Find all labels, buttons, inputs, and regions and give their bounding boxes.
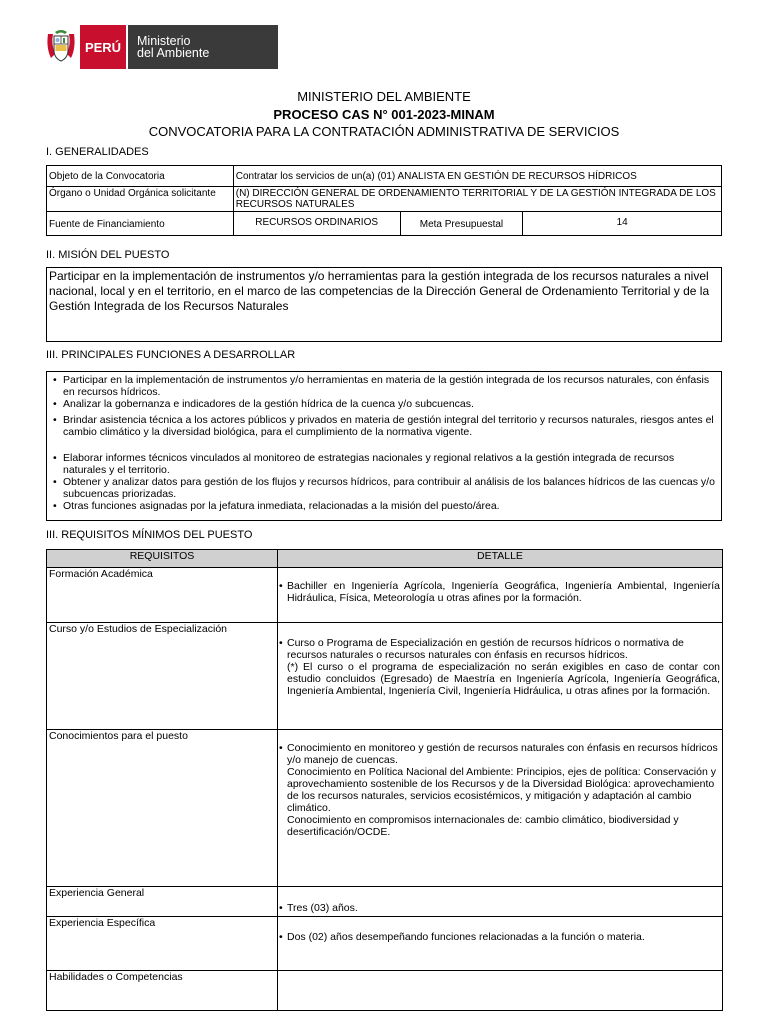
objeto-label: Objeto de la Convocatoria	[47, 166, 234, 187]
header-line1: MINISTERIO DEL AMBIENTE	[297, 89, 471, 104]
generalidades-table	[46, 165, 722, 236]
experiencia-especifica-label: Experiencia Específica	[47, 917, 278, 971]
curso-value-2: (*) El curso o el programa de especialización no serán exigibles en caso de contar con estudio concluidos (Egresado) de Maestría en Ingeniería Agrícola, Ingeniería Geográfica, Ingeniería Ambiental, Ingeniería Civil, Ingeniería Hidráulica, u otras afines por la formación.	[287, 661, 720, 697]
list-item: • Obtener y analizar datos para gestión de los flujos y recursos hídricos, para contribuir al análisis de los balances hídricos de las cuencas y/o subcuencas priorizadas.	[63, 476, 717, 500]
mision-text: Participar en la implementación de instrumentos y/o herramientas para la gestión integrada de los recursos naturales a nivel nacional, local y en el territorio, en el marco de las competencias de la Dirección General de Ordenamiento Territorial y de la Gestión Integrada de los Recursos Naturales	[49, 269, 710, 313]
objeto-value: Contratar los servicios de un(a) (01) ANALISTA EN GESTIÓN DE RECURSOS HÍDRICOS	[233, 166, 721, 187]
coat-of-arms-icon	[42, 25, 80, 69]
experiencia-especifica-value: • Dos (02) años desempeñando funciones relacionadas a la función o materia.	[280, 931, 720, 943]
fuente-label: Fuente de Financiamiento	[47, 212, 234, 236]
section-funciones-heading: III. PRINCIPALES FUNCIONES A DESARROLLAR	[46, 349, 296, 361]
experiencia-general-value: • Tres (03) años.	[280, 902, 720, 914]
logo-ministry-line1: Ministerio	[137, 34, 191, 48]
experiencia-especifica-cell	[278, 917, 723, 971]
experiencia-general-label: Experiencia General	[47, 887, 278, 917]
list-item: • Participar en la implementación de instrumentos y/o herramientas en materia de la gestión integrada de los recursos naturales, con énfasis en recursos hídricos.	[63, 374, 717, 398]
formacion-cell	[278, 568, 723, 623]
logo-ministry	[126, 25, 278, 69]
habilidades-cell	[278, 971, 723, 1011]
experiencia-general-cell	[278, 887, 723, 917]
conocimientos-value-2: Conocimiento en Política Nacional del Ambiente: Principios, ejes de política: Conservación y aprovechamiento sostenible de los Recursos y de la Diversidad Biológica: aprovechamiento de los recursos naturales, servicios ecosistémicos, y mitigación y adaptación al cambio climático.	[287, 766, 716, 814]
header-line3: CONVOCATORIA PARA LA CONTRATACIÓN ADMINISTRATIVA DE SERVICIOS	[148, 124, 620, 139]
conocimientos-cell	[278, 730, 723, 887]
formacion-label: Formación Académica	[47, 568, 278, 623]
organo-value: (N) DIRECCIÓN GENERAL DE ORDENAMIENTO TERRITORIAL Y DE LA GESTIÓN INTEGRADA DE LOS RECURSOS NATURALES	[233, 187, 721, 212]
curso-label: Curso y/o Estudios de Especialización	[47, 623, 278, 730]
fuente-value: RECURSOS ORDINARIOS	[233, 212, 400, 236]
requisitos-table	[46, 549, 723, 1011]
logo-country: PERÚ	[80, 25, 126, 69]
funciones-list	[51, 374, 717, 512]
header-process: PROCESO CAS N° 001-2023-MINAM	[273, 107, 495, 122]
habilidades-label: Habilidades o Competencias	[47, 971, 278, 1011]
funciones-box	[46, 371, 722, 521]
conocimientos-label: Conocimientos para el puesto	[47, 730, 278, 887]
organo-label: Órgano o Unidad Orgánica solicitante	[47, 187, 234, 212]
section-mision-heading: II. MISIÓN DEL PUESTO	[46, 249, 170, 261]
list-item: • Analizar la gobernanza e indicadores de la gestión hídrica de la cuenca y/o subcuencas.	[63, 398, 717, 410]
curso-cell	[278, 623, 723, 730]
logo-ministry-line2: del Ambiente	[137, 46, 210, 60]
conocimientos-value-3: Conocimiento en compromisos internacionales de: cambio climático, biodiversidad y desertificación/OCDE.	[287, 814, 679, 838]
list-item: • Brindar asistencia técnica a los actores públicos y privados en materia de gestión integral del territorio y recursos naturales, riesgos antes el cambio climático y la diversidad biológica, para el cumplimiento de la normativa vigente.	[63, 414, 717, 438]
formacion-value: • Bachiller en Ingeniería Agrícola, Ingeniería Geográfica, Ingeniería Ambiental, Ingeniería Hidráulica, Física, Meteorología u otras afines por la formación.	[280, 580, 720, 604]
meta-value: 14	[523, 212, 722, 236]
conocimientos-value-1: • Conocimiento en monitoreo y gestión de recursos naturales con énfasis en recursos hídricos y/o manejo de cuencas.	[280, 742, 720, 766]
mision-box	[46, 267, 722, 342]
meta-label: Meta Presupuestal	[400, 212, 523, 236]
curso-value-1: • Curso o Programa de Especialización en gestión de recursos hídricos o normativa de recursos naturales o recursos naturales con énfasis en recursos hídricos.	[280, 637, 720, 661]
list-item: • Otras funciones asignadas por la jefatura inmediata, relacionadas a la misión del puesto/área.	[63, 500, 717, 512]
section-generalidades-heading: I. GENERALIDADES	[46, 146, 149, 158]
logo	[42, 25, 278, 69]
list-item: • Elaborar informes técnicos vinculados al monitoreo de estrategias nacionales y regional relativos a la gestión integrada de recursos naturales y el territorio.	[63, 452, 717, 476]
col-requisitos-header: REQUISITOS	[47, 550, 278, 568]
section-requisitos-heading: III. REQUISITOS MÍNIMOS DEL PUESTO	[46, 529, 253, 541]
col-detalle-header: DETALLE	[278, 550, 723, 568]
